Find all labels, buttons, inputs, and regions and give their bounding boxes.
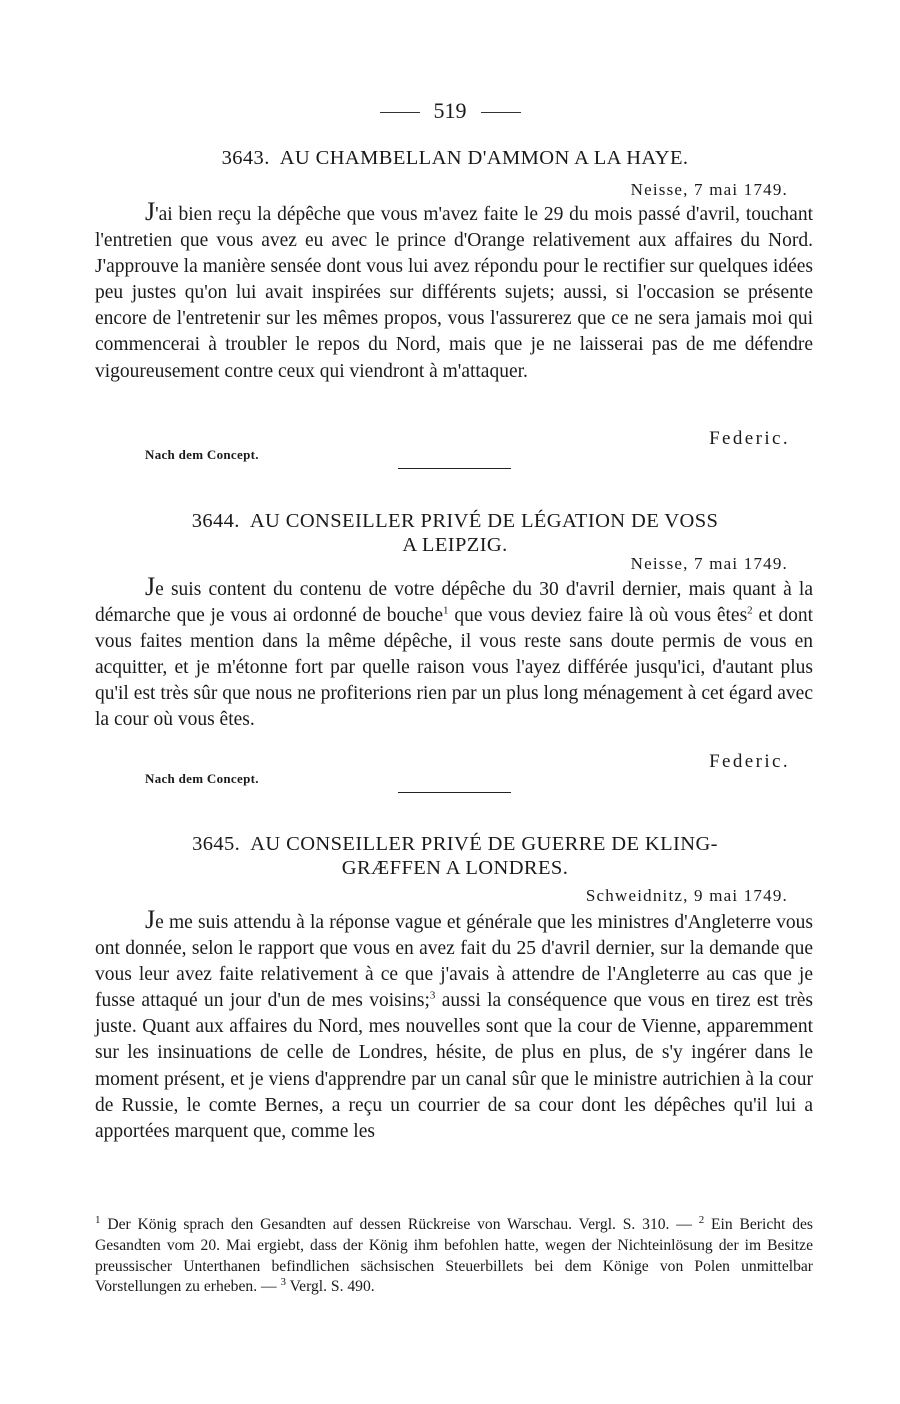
footnote-mark: 1 xyxy=(95,1213,101,1226)
letter-heading-line xyxy=(95,509,815,533)
letter-heading-text: AU CONSEILLER PRIVÉ DE GUERRE DE KLING- xyxy=(250,833,718,855)
letter-heading-text: AU CONSEILLER PRIVÉ DE LÉGATION DE VOSS xyxy=(249,510,719,532)
letter-3643-heading xyxy=(95,146,815,170)
letter-body-text: aussi la conséquence que vous en tirez est très juste. Quant aux affaires du Nord, mes nouvelles sont que la cour de Vienne, apparemment sur les insinuations de celle de Londres, hésite, de plus en plus, de s'y ingérer dans le moment présent, et je viens d'apprendre par un canal sûr que le ministre autrichien à la cour de Russie, le comte Bernes, a reçu un courrier de sa cour dont les dépêches qu'il lui a apportées marquent que, comme les xyxy=(95,990,813,1142)
letter-body-text: 'ai bien reçu la dépêche que vous m'avez faite le 29 du mois passé d'avril, touchant l'entretien que vous avez eu avec le prince d'Orange relativement aux affaires du Nord. J'approuve la manière sensée dont vous lui avez répondu pour le rectifier sur quelques idées peu justes qu'on lui avait inspirées sur différents sujets; aussi, si l'occasion se présente encore de l'entretenir sur les mêmes propos, vous l'assurerez que ce ne sera jamais moi qui commencerai à troubler le repos du Nord, mais que je ne laisserai pas de me défendre vigoureusement contre ceux qui viendront à m'attaquer. xyxy=(95,204,813,382)
letter-heading-line: A LEIPZIG. xyxy=(402,534,508,556)
letter-initial: J xyxy=(145,197,156,226)
letter-initial: J xyxy=(145,572,156,601)
page-number xyxy=(0,98,900,124)
letter-3644-heading xyxy=(95,509,815,557)
footnote-text: Vergl. S. 490. xyxy=(286,1278,375,1296)
letter-3644-dateline: Neisse, 7 mai 1749. xyxy=(630,554,788,573)
footnote-mark: 2 xyxy=(698,1213,705,1226)
letter-3643-signature: Federic. xyxy=(709,428,790,449)
footnote-ref[interactable]: 1 xyxy=(443,604,449,617)
letter-heading-line xyxy=(95,832,815,856)
footnote-mark: 3 xyxy=(280,1276,286,1289)
letter-3644-signature: Federic. xyxy=(709,751,790,772)
letter-3645-heading xyxy=(95,832,815,880)
letter-3643-source: Nach dem Concept. xyxy=(145,447,259,462)
page-number-dash-left xyxy=(380,112,420,113)
letter-3644-body xyxy=(95,572,813,734)
section-divider xyxy=(398,792,511,793)
page-number-dash-right xyxy=(481,112,521,113)
letter-body-text: e suis content du contenu de votre dépêche du 30 d'avril dernier, mais quant à la démarche que je vous ai ordonné de bouche xyxy=(95,579,813,627)
footnotes xyxy=(95,1215,813,1298)
letter-number: 3645. xyxy=(192,833,241,855)
letter-body-text: que vous deviez faire là où vous êtes xyxy=(448,605,748,627)
letter-body-text: e me suis attendu à la réponse vague et générale que les ministres d'Angleterre vous ont donnée, selon le rapport que vous en avez fait du 25 d'avril dernier, sur la demande que vous leur avez faite relativement à ce que j'avais à attendre de l'Angleterre au cas que je fusse attaqué un jour d'un de mes voisins; xyxy=(95,912,813,1012)
footnote-ref[interactable]: 3 xyxy=(429,989,436,1002)
footnote-text: Der König sprach den Gesandten auf dessen Rückreise von Warschau. Vergl. S. 310. — xyxy=(100,1216,699,1233)
letter-3645-dateline: Schweidnitz, 9 mai 1749. xyxy=(585,886,788,905)
letter-3644-source: Nach dem Concept. xyxy=(145,771,259,786)
letter-heading-text: AU CHAMBELLAN D'AMMON A LA HAYE. xyxy=(279,147,689,169)
letter-number: 3643. xyxy=(221,147,270,169)
section-divider xyxy=(398,468,511,469)
letter-heading-line: GRÆFFEN A LONDRES. xyxy=(341,857,569,879)
letter-3645-body xyxy=(95,905,813,1145)
page-number-value: 519 xyxy=(433,98,467,123)
footnote-text: Ein Bericht des Gesandten vom 20. Mai ergiebt, dass der König ihm befohlen hatte, wegen der Nichteinlösung der im Besitze preussischer Unterthanen befindlichen sächsischen Steuerbillets bei dem Könige von Polen unmittelbar Vorstellungen zu erheben. — xyxy=(95,1216,813,1296)
footnote-ref[interactable]: 2 xyxy=(747,604,753,617)
letter-body-text: et dont vous faites mention dans la même dépêche, il vous reste sans doute permis de vous en acquitter, et je m'étonne fort par quelle raison vous l'ayez différée jusqu'ici, d'autant plus qu'il est très sûr que nous ne profiterions rien par un plus long ménagement à cet égard avec la cour où vous êtes. xyxy=(95,605,813,731)
letter-3643-body xyxy=(95,197,813,385)
letter-number: 3644. xyxy=(191,510,240,532)
letter-initial: J xyxy=(145,905,156,934)
letter-3643-dateline: Neisse, 7 mai 1749. xyxy=(630,180,788,199)
